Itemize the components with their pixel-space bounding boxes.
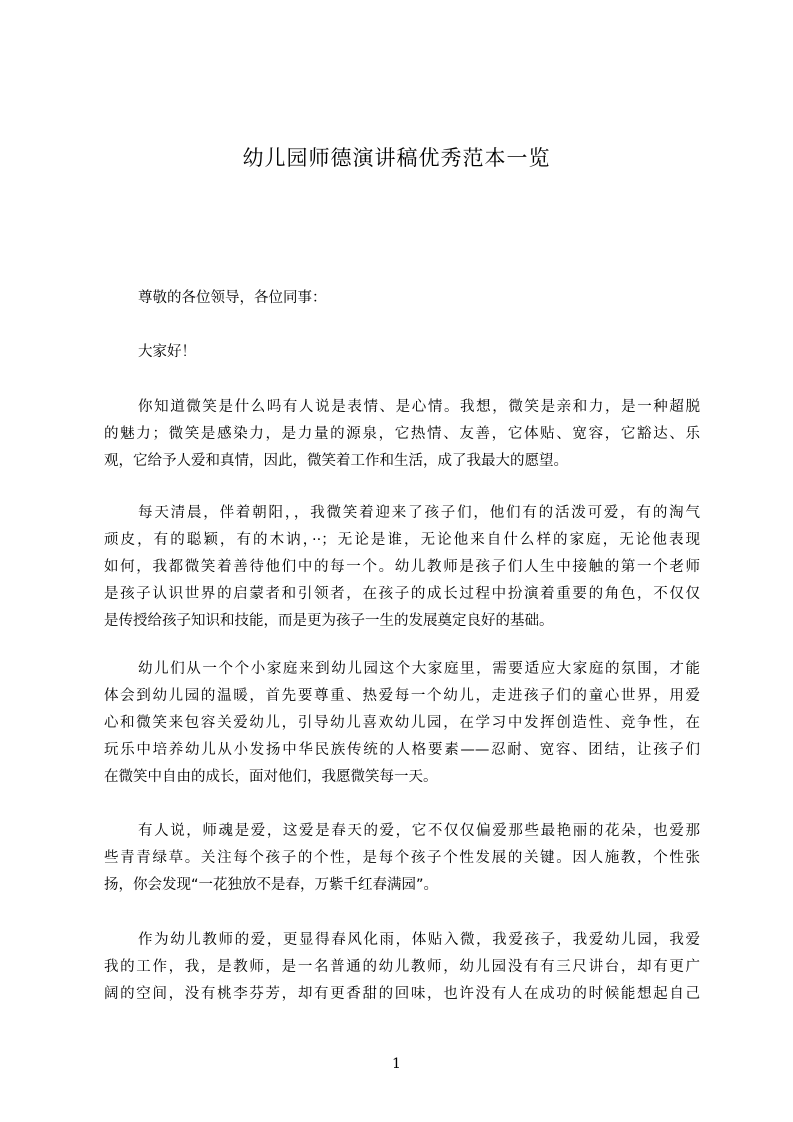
salutation-paragraph	[104, 339, 700, 366]
body-paragraph	[104, 656, 700, 791]
paragraph-line: 观，它给予人爱和真情，因此，微笑着工作和生活，成了我最大的愿望。	[104, 453, 568, 469]
paragraph-line: 玩乐中培养幼儿从小发扬中华民族传统的人格要素——忍耐、宽容、团结，让孩子们	[104, 742, 700, 758]
paragraph-line: 阔的空间，没有桃李芬芳，却有更香甜的回味，也许没有人在成功的时候能想起自己	[104, 986, 700, 1002]
paragraph-line: 作为幼儿教师的爱，更显得春风化雨，体贴入微，我爱孩子，我爱幼儿园，我爱	[138, 932, 700, 948]
salutation-line: 大家好！	[138, 344, 196, 360]
paragraph-line: 心和微笑来包容关爱幼儿，引导幼儿喜欢幼儿园，在学习中发挥创造性、竞争性，在	[104, 715, 700, 731]
greeting-paragraph	[104, 285, 700, 312]
paragraph-line: 是孩子认识世界的启蒙者和引领者，在孩子的成长过程中扮演着重要的角色，不仅仅	[104, 586, 700, 602]
body-paragraph	[104, 927, 700, 1008]
paragraph-line: 我的工作，我，是教师，是一名普通的幼儿教师，幼儿园没有有三尺讲台，却有更广	[104, 959, 700, 975]
paragraph-line: 在微笑中自由的成长，面对他们，我愿微笑每一天。	[104, 769, 438, 785]
paragraph-line: 顽皮，有的聪颖，有的木讷，··；无论是谁，无论他来自什么样的家庭，无论他表现	[104, 532, 700, 548]
body-paragraph	[104, 394, 700, 475]
greeting-line: 尊敬的各位领导，各位同事：	[138, 290, 327, 306]
paragraph-line: 你知道微笑是什么吗有人说是表情、是心情。我想，微笑是亲和力，是一种超脱	[138, 399, 700, 415]
paragraph-line: 每天清晨，伴着朝阳，，我微笑着迎来了孩子们，他们有的活泼可爱，有的淘气	[138, 505, 700, 521]
paragraph-line: 的魅力；微笑是感染力，是力量的源泉，它热情、友善，它体贴、宽容，它豁达、乐	[104, 426, 700, 442]
paragraph-line: 幼儿们从一个个小家庭来到幼儿园这个大家庭里，需要适应大家庭的氛围，才能	[138, 661, 700, 677]
body-paragraph	[104, 500, 700, 635]
paragraph-line: 如何，我都微笑着善待他们中的每一个。幼儿教师是孩子们人生中接触的第一个老师	[104, 559, 700, 575]
paragraph-line: 是传授给孩子知识和技能，而是更为孩子一生的发展奠定良好的基础。	[104, 613, 554, 629]
paragraph-line: 体会到幼儿园的温暖，首先要尊重、热爱每一个幼儿，走进孩子们的童心世界，用爱	[104, 688, 700, 704]
document-title: 幼儿园师德演讲稿优秀范本一览	[242, 146, 551, 170]
paragraph-line: 扬，你会发现“一花独放不是春，万紫千红春满园”。	[104, 877, 439, 893]
page-number: 1	[392, 1056, 401, 1072]
paragraph-line: 些青青绿草。关注每个孩子的个性，是每个孩子个性发展的关键。因人施教，个性张	[104, 850, 700, 866]
paragraph-line: 有人说，师魂是爱，这爱是春天的爱，它不仅仅偏爱那些最艳丽的花朵，也爱那	[138, 823, 700, 839]
body-paragraph	[104, 818, 700, 899]
